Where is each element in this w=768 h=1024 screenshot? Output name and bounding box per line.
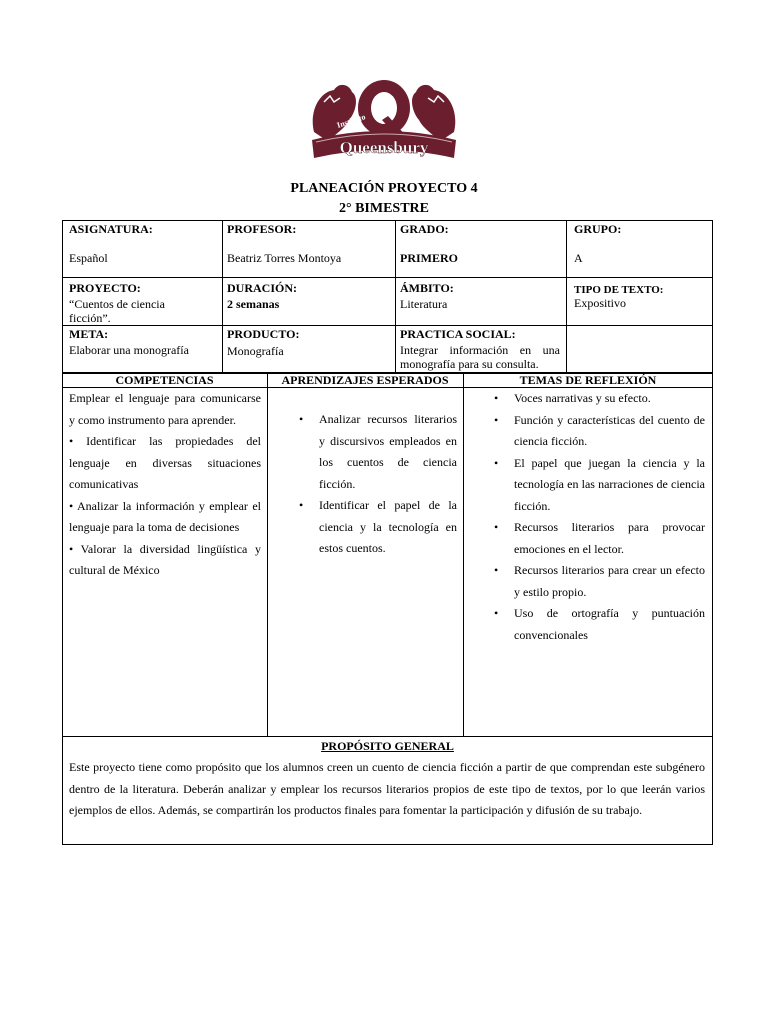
meta-label: META:: [69, 327, 109, 341]
producto-value: Monografía: [227, 344, 284, 358]
grupo-value: A: [574, 251, 583, 265]
temas-list: [488, 388, 705, 646]
profesor-value: Beatriz Torres Montoya: [227, 251, 342, 265]
practica-social-value: Integrar información en una monografía para su consulta.: [400, 343, 560, 371]
institute-logo: [304, 72, 464, 162]
tipo-texto-label: TIPO DE TEXTO:: [574, 284, 664, 296]
temas-header: TEMAS DE REFLEXIÓN: [519, 373, 657, 387]
duracion-value: 2 semanas: [227, 297, 280, 311]
aprendizajes-list: [293, 409, 457, 560]
grupo-label: GRUPO:: [574, 222, 622, 236]
tema-item: • Uso de ortografía y puntuación convencionales: [488, 603, 705, 646]
svg-text:Instituto: Instituto: [335, 112, 367, 130]
proposito-text: Este proyecto tiene como propósito que los alumnos creen un cuento de ciencia ficción a partir de que comprendan este subgénero dentro de la literatura. Deberán analizar y emplear los recursos literarios propios de este tipo de textos, por lo que leerán varios ejemplos de ellos. Además, se compartirán los productos finales para fomentar la participación y difusión de su trabajo.: [69, 760, 705, 817]
grado-value: PRIMERO: [400, 251, 458, 265]
document-subtitle: 2° BIMESTRE: [338, 201, 429, 216]
duracion-label: DURACIÓN:: [227, 281, 297, 295]
tema-item: • Recursos literarios para provocar emociones en el lector.: [488, 517, 705, 560]
aprendizajes-header: APRENDIZAJES ESPERADOS: [281, 373, 449, 387]
svg-text:Queensbury: Queensbury: [339, 138, 429, 157]
practica-social-label: PRACTICA SOCIAL:: [400, 327, 516, 341]
aprendizaje-item: • Identificar el papel de la ciencia y la tecnología en estos cuentos.: [293, 495, 457, 560]
tema-item: • Función y características del cuento de ciencia ficción.: [488, 410, 705, 453]
document-title: PLANEACIÓN PROYECTO 4: [290, 181, 478, 196]
tema-item: • El papel que juegan la ciencia y la tecnología en las narraciones de ciencia ficción.: [488, 453, 705, 518]
asignatura-value: Español: [69, 251, 108, 265]
competencia-item: Emplear el lenguaje para comunicarse y como instrumento para aprender.: [69, 391, 261, 427]
tipo-texto-value: Expositivo: [574, 296, 627, 310]
ambito-label: ÁMBITO:: [400, 281, 454, 295]
tema-item: • Recursos literarios para crear un efecto y estilo propio.: [488, 560, 705, 603]
competencia-item: • Valorar la diversidad lingüística y cultural de México: [69, 541, 261, 577]
proyecto-label: PROYECTO:: [69, 281, 141, 295]
grado-label: GRADO:: [400, 222, 449, 236]
asignatura-label: ASIGNATURA:: [69, 222, 153, 236]
ambito-value: Literatura: [400, 297, 448, 311]
meta-value: Elaborar una monografía: [69, 343, 189, 357]
competencias-header: COMPETENCIAS: [115, 373, 214, 387]
aprendizaje-item: • Analizar recursos literarios y discursivos empleados en los cuentos de ciencia ficción.: [293, 409, 457, 495]
competencia-item: • Identificar las propiedades del lenguaje en diversas situaciones comunicativas: [69, 434, 261, 491]
competencias-list: [69, 388, 261, 582]
competencia-item: • Analizar la información y emplear el lenguaje para la toma de decisiones: [69, 498, 261, 534]
producto-label: PRODUCTO:: [227, 327, 300, 341]
profesor-label: PROFESOR:: [227, 222, 297, 236]
proposito-header: PROPÓSITO GENERAL: [321, 739, 454, 753]
proyecto-value: “Cuentos de ciencia ficción”.: [69, 297, 165, 325]
tema-item: • Voces narrativas y su efecto.: [488, 388, 705, 410]
